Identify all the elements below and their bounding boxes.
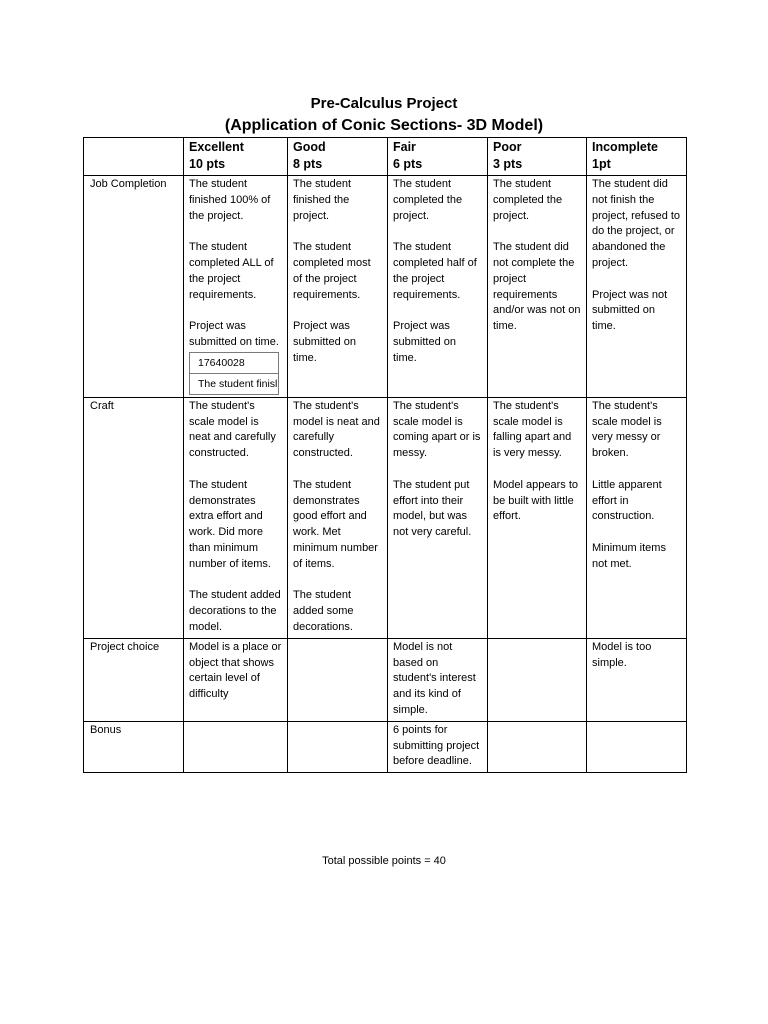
cell-job-good: The student finished the project. The student completed most of the project requirements. Project was submitted on time. (288, 176, 388, 398)
cell-bonus-excellent (184, 721, 288, 772)
header-row (84, 138, 687, 176)
cell-craft-excellent: The student's scale model is neat and carefully constructed. The student demonstrates extra effort and work. Did more than minimum number of items. The student added decorations to the model. (184, 397, 288, 638)
total-points: Total possible points = 40 (322, 855, 446, 867)
cell-choice-fair: Model is not based on student's interest and its kind of simple. (388, 638, 488, 721)
cell-bonus-fair: 6 points for submitting project before deadline. (388, 721, 488, 772)
row-bonus (84, 721, 687, 772)
cell-job-excellent: The student finished 100% of the project. The student completed ALL of the project requirements. Project was submitted on time. 17640028 The student finisl (184, 176, 288, 398)
cell-craft-fair: The student's scale model is coming apart or is messy. The student put effort into their model, but was not very careful. (388, 397, 488, 638)
row-label: Project choice (84, 638, 184, 721)
widget-text-field[interactable]: The student finisl (198, 377, 278, 390)
cell-bonus-poor (488, 721, 587, 772)
cell-bonus-incomplete (587, 721, 687, 772)
row-label: Craft (84, 397, 184, 638)
cell-choice-good (288, 638, 388, 721)
header-excellent: Excellent 10 pts (184, 138, 288, 176)
row-label: Bonus (84, 721, 184, 772)
header-incomplete: Incomplete 1pt (587, 138, 687, 176)
cell-craft-incomplete: The student's scale model is very messy or broken. Little apparent effort in construction. Minimum items not met. (587, 397, 687, 638)
row-craft (84, 397, 687, 638)
corner-cell (84, 138, 184, 176)
cell-job-fair: The student completed the project. The student completed half of the project requirements. Project was submitted on time. (388, 176, 488, 398)
row-label: Job Completion (84, 176, 184, 398)
overlay-widget[interactable] (189, 352, 279, 395)
rubric-table (83, 137, 687, 773)
cell-bonus-good (288, 721, 388, 772)
cell-job-poor: The student completed the project. The student did not complete the project requirements and/or was not on time. (488, 176, 587, 398)
cell-craft-poor: The student's scale model is falling apart and is very messy. Model appears to be built with little effort. (488, 397, 587, 638)
row-job-completion (84, 176, 687, 398)
row-project-choice (84, 638, 687, 721)
cell-craft-good: The student's model is neat and carefully constructed. The student demonstrates good effort and work. Met minimum number of items. The student added some decorations. (288, 397, 388, 638)
cell-choice-incomplete: Model is too simple. (587, 638, 687, 721)
cell-choice-poor (488, 638, 587, 721)
document-title: Pre-Calculus Project (310, 95, 458, 112)
cell-job-incomplete: The student did not finish the project, refused to do the project, or abandoned the project. Project was not submitted on time. (587, 176, 687, 398)
header-good: Good 8 pts (288, 138, 388, 176)
widget-id-field[interactable]: 17640028 (190, 353, 278, 374)
header-fair: Fair 6 pts (388, 138, 488, 176)
header-poor: Poor 3 pts (488, 138, 587, 176)
cell-choice-excellent: Model is a place or object that shows certain level of difficulty (184, 638, 288, 721)
document-subtitle: (Application of Conic Sections- 3D Model) (224, 117, 544, 134)
